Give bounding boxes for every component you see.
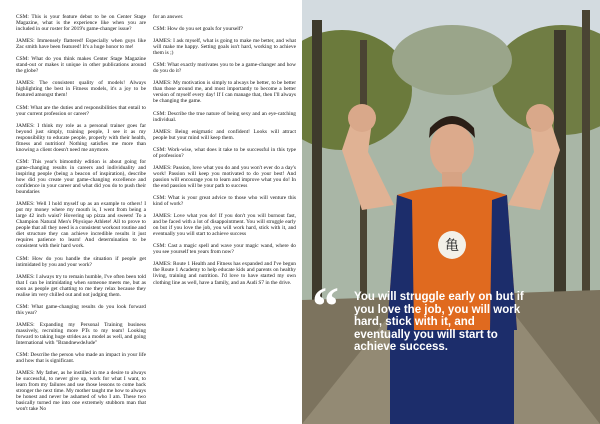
man-flexing-arms-icon (302, 0, 600, 424)
interview-column-left (16, 14, 146, 418)
interview-paragraph: CSM: What is your great advice to those who will venture this kind of work? (153, 194, 296, 208)
interview-paragraph: CSM: What are the duties and responsibilities that entail to your current profession or career? (16, 104, 146, 117)
interview-paragraph: JAMES: Passion, love what you do and you won't ever do a day's work! Passion will keep you motivated to do your best! And passion will encourage you to learn and improve what you do! In the end passion will be your path to success (153, 164, 296, 189)
interview-paragraph: for an answer. (153, 14, 184, 20)
interview-paragraph: CSM: This is your feature debut to be on Center Stage Magazine, what is the experience like when you are included in our roster for 2019's game-changer issue? (16, 14, 146, 33)
interview-paragraph: JAMES: Well I hold myself up as an example to others! I put my money where my mouth is, I went from being a large 42 inch waist? Hovering up pizza and sweets! To a Champion Natural Men's Physique Athlete! All to prove to people that all they need is a consistent workout routine and diet structure they can achieve incredible results it just requires patience to learn! And determination to be consistent with their hard work. (16, 201, 146, 250)
interview-paragraph: JAMES: Route 1 Health and Fitness has expanded and I've begun the Route 1 Academy to help educate kids and parents on healthy living, training and nutrition. I'd love to have started my own clothing line as well, have a family, and an Audi S7 in the drive. (153, 261, 296, 286)
interview-paragraph: JAMES: Being enigmatic and confident! Looks will attract people but your mind will keep them. (153, 128, 296, 141)
interview-paragraph: JAMES: I think my role as a personal trainer goes far beyond just simply, training people, I see it as my responsibility to educate people, properly with their health, fitness and nutrition! Nothing satisfies me more than knowing a client doesn't need me anymore. (16, 122, 146, 153)
interview-paragraph: JAMES: I always try to remain humble, I've often been told that I can be intimidating when someone meets me, but as soon as people get chatting to me they relax because they realise im very chilled out and not judging them. (16, 273, 146, 298)
interview-paragraph: CSM: What do you think makes Center Stage Magazine stand-out or makes it unique in other publications around the globe? (16, 56, 146, 75)
quote-mark: “ (312, 276, 339, 336)
interview-paragraph: CSM: Describe the true nature of being sexy and an eye-catching individual. (153, 110, 296, 123)
pull-quote-text: You will struggle early on but if you love the job, you will work hard, stick with it, and eventually you will start to achieve success. (354, 291, 524, 354)
interview-paragraph: JAMES: My motivation is simply to always be better, to be better than those around me, and most importantly to become a better version of myself every day! If I can manage that, then I'll always be changing the game. (153, 80, 296, 105)
interview-paragraph: JAMES: Love what you do! If you don't you will burnout fast, and be faced with a lot of disappointment. You will struggle early on but if you love the job, you will work hard, stick with it, and eventually you will start to achieve success (153, 213, 296, 238)
interview-paragraph: JAMES: I ask myself, what is going to make me better, and what will make me happy. Setting goals isn't hard, working to achieve them is ;) (153, 38, 296, 57)
interview-paragraph: CSM: What exactly motivates you to be a game-changer and how do you do it? (153, 62, 296, 75)
interview-paragraph: CSM: How do you set goals for yourself? (153, 26, 243, 33)
interview-paragraph: JAMES: The consistent quality of models! Always highlighting the best in Fitness models, it's a joy to be featured amongst them! (16, 80, 146, 99)
interview-paragraph: CSM: How do you handle the situation if people get intimidated by you and your work? (16, 255, 146, 268)
interview-paragraph: CSM: Work-wise, what does it take to be successful in this type of profession? (153, 146, 296, 159)
interview-column-right (153, 14, 296, 292)
interview-paragraph: CSM: This year's bimonthly edition is about going for game-changing results in careers and individuality and inspiring people (being a beacon of inspiration), describe how did you create your game-changing excellence and confidence in your career and what did you do to push their boundaries (16, 158, 146, 196)
interview-paragraph: JAMES: Expanding my Personal Training business massively, recruiting more PTs to my team! Looking forward to taking huge strides as a model as well, and going International with "BrandnewdeJude" (16, 321, 146, 347)
interview-paragraph: JAMES: My father, as he instilled in me a desire to always be successful, to never give up, work for what I want, to learn from my failures and use those lessons to come back stronger the next time. My mother taught me how to always be honest and never be ashamed of who I am. These two basically turned me into one extremely stubborn man that won't take No (16, 370, 146, 413)
interview-paragraph: JAMES: Immensely flattered! Especially when guys like Zac smith have been featured! It's a huge honor to me! (16, 38, 146, 51)
portrait-photo (302, 0, 600, 424)
interview-paragraph: CSM: Cast a magic spell and wave your magic wand, where do you see yourself ten years from now? (153, 243, 296, 256)
interview-paragraph: CSM: Describe the person who made an impact in your life and how that is significant. (16, 352, 146, 365)
interview-paragraph: CSM: What game-changing results do you look forward this year? (16, 303, 146, 316)
svg-text:亀: 亀 (445, 237, 459, 253)
